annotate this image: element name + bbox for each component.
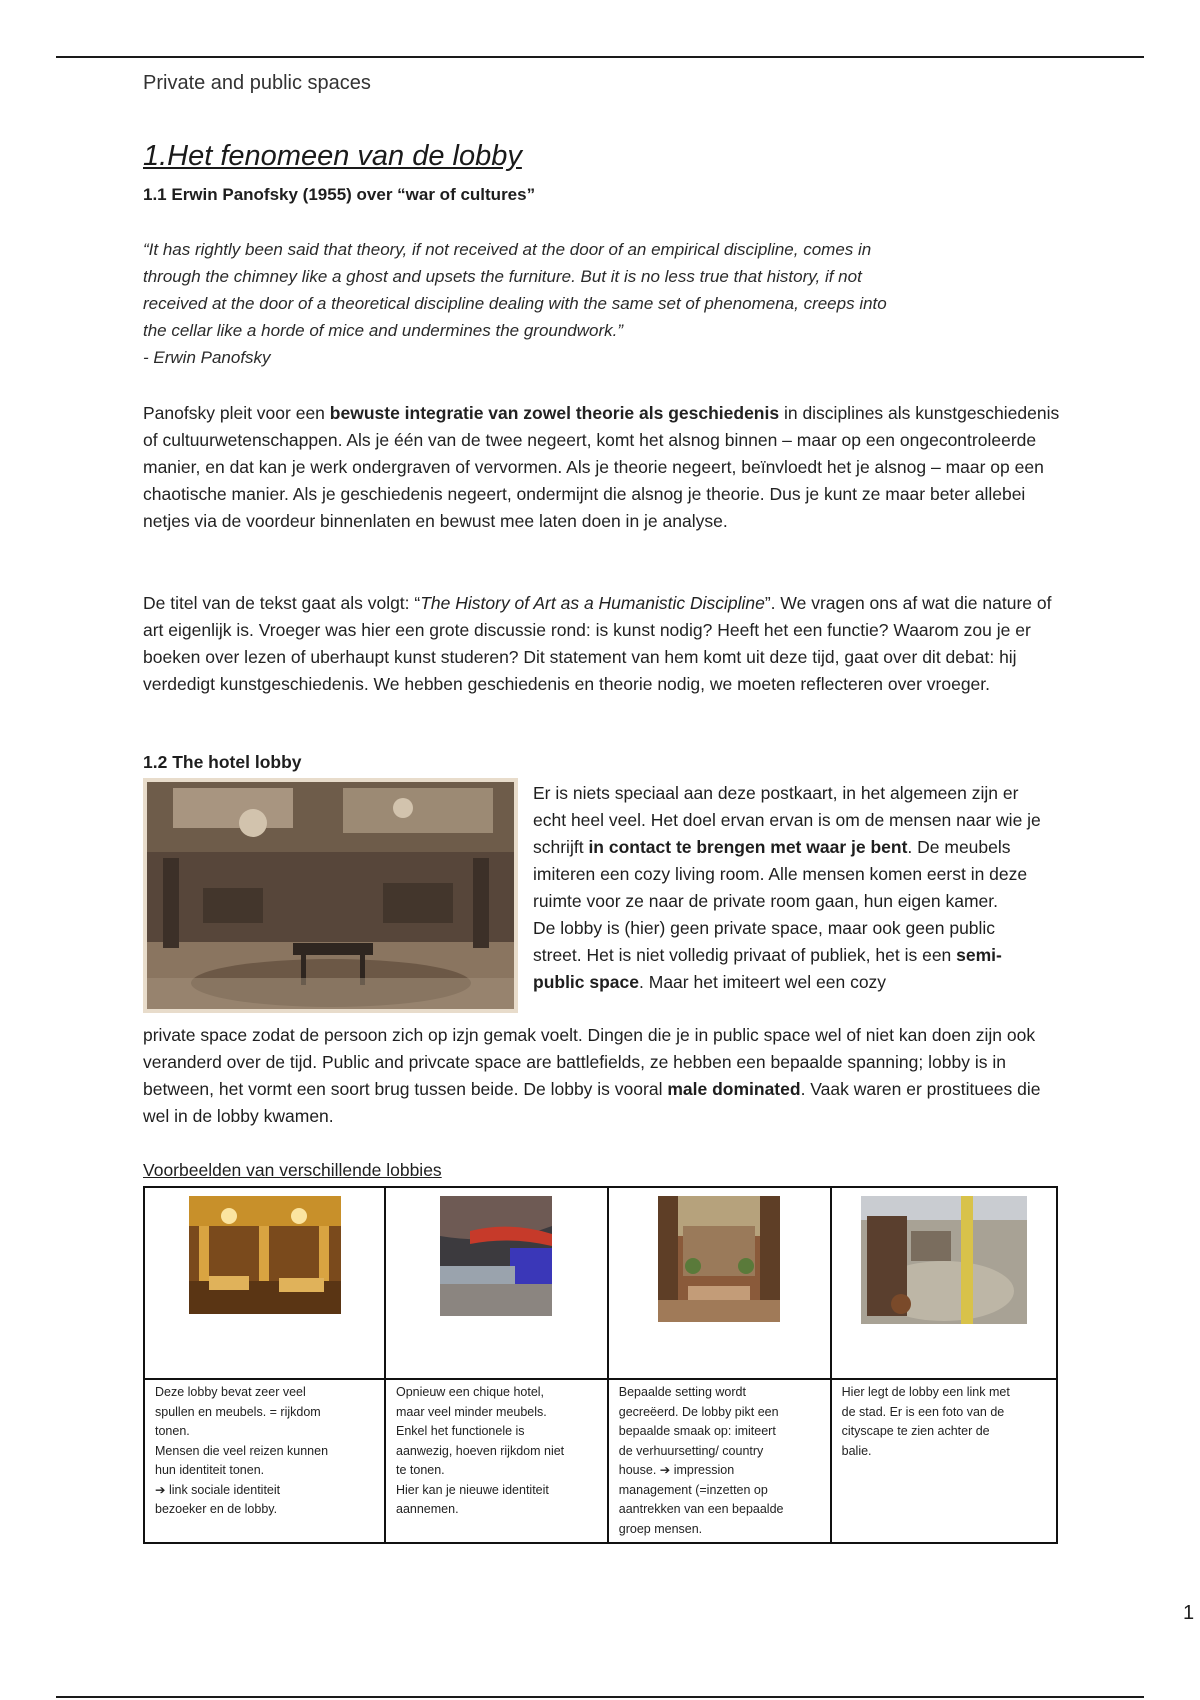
caption-cell	[385, 1379, 608, 1543]
quote-line: the cellar like a horde of mice and undermines the groundwork.”	[143, 321, 624, 340]
caption-line: Hier legt de lobby een link met	[841, 1385, 1010, 1399]
table-cell	[144, 1187, 385, 1379]
caption-line: balie.	[841, 1443, 872, 1458]
page-header: Private and public spaces	[143, 72, 371, 94]
page-number: 1	[1183, 1602, 1195, 1624]
table-cell	[385, 1187, 608, 1379]
caption-line: Hier kan je nieuwe identiteit	[396, 1482, 549, 1497]
caption-line: cityscape te zien achter de	[841, 1424, 990, 1438]
caption-line: management (=inzetten op	[618, 1482, 768, 1497]
quote-line: through the chimney like a ghost and upsets the furniture. But it is no less true that history, if not	[143, 267, 862, 286]
hotel-lobby-postcard-image	[143, 778, 518, 1013]
panofsky-quote	[143, 236, 1063, 371]
caption-line: te tonen.	[396, 1463, 445, 1477]
quote-line: received at the door of a theoretical discipline dealing with the same set of phenomena, creeps into	[143, 294, 887, 313]
caption-line: Mensen die veel reizen kunnen	[155, 1443, 329, 1458]
caption-line: Opnieuw een chique hotel,	[396, 1385, 545, 1399]
image-row	[144, 1187, 1057, 1379]
caption-line: ➔ link sociale identiteit	[155, 1482, 281, 1497]
lobby-photo-ornate	[189, 1196, 341, 1314]
top-rule	[56, 56, 1144, 58]
caption-line: tonen.	[155, 1424, 190, 1438]
table-cell	[831, 1187, 1057, 1379]
quote-attribution: - Erwin Panofsky	[143, 348, 271, 367]
caption-line: aantrekken van een bepaalde	[618, 1502, 784, 1516]
caption-line: spullen en meubels. = rijkdom	[155, 1404, 321, 1419]
emphasis: semi-public space	[533, 945, 1002, 992]
caption-line: gecreëerd. De lobby pikt een	[618, 1404, 779, 1419]
caption-line: Bepaalde setting wordt	[618, 1385, 746, 1399]
caption-line: Deze lobby bevat zeer veel	[155, 1385, 306, 1399]
examples-title: Voorbeelden van verschillende lobbies	[143, 1160, 442, 1180]
caption-line: bepaalde smaak op: imiteert	[618, 1424, 776, 1438]
paragraph-panofsky: Panofsky pleit voor een bewuste integratie van zowel theorie als geschiedenis in disciplines als kunstgeschiedenis of cultuurwetenschappen. Als je één van de twee negeert, komt het alsnog binnen – maar op een ongecontroleerde manier, en dat kan je werk ondergraven of vervormen. Als je theorie negeert, beïnvloedt het je alsnog – maar op een chaotische manier. Als je geschiedenis negeert, ondermijnt die alsnog je theorie. Dus je kunt ze maar beter allebei netjes via de voordeur binnenlaten en bewust mee laten doen in je analyse.	[143, 403, 1060, 531]
caption-line: maar veel minder meubels.	[396, 1404, 547, 1419]
postcard-description: Er is niets speciaal aan deze postkaart, in het algemeen zijn er echt heel veel. Het doel ervan ervan is om de mensen naar wie je schrijft in contact te brengen met waar je bent. De meubels imiteren een cozy living room. Alle mensen komen eerst in deze ruimte voor ze naar de private room gaan, hun eigen kamer. De lobby is (hier) geen private space, maar ook geen public street. Het is niet volledig privaat of publiek, het is een semi-public space. Maar het imiteert wel een cozy	[533, 783, 1041, 992]
emphasis: bewuste integratie van zowel theorie als geschiedenis	[329, 403, 780, 423]
caption-line: Enkel het functionele is	[396, 1424, 525, 1438]
caption-cell	[831, 1379, 1057, 1543]
caption-line: hun identiteit tonen.	[155, 1463, 265, 1477]
bottom-rule	[56, 1696, 1144, 1698]
book-title: The History of Art as a Humanistic Discipline	[420, 593, 765, 613]
caption-cell	[144, 1379, 385, 1543]
caption-line: house. ➔ impression	[618, 1463, 735, 1477]
subsection-title-panofsky: 1.1 Erwin Panofsky (1955) over “war of cultures”	[143, 185, 536, 204]
section-title: 1.Het fenomeen van de lobby	[143, 140, 522, 172]
quote-line: “It has rightly been said that theory, if not received at the door of an empirical discipline, comes in	[143, 240, 872, 259]
caption-row	[144, 1379, 1057, 1543]
lobby-description-continued: private space zodat de persoon zich op izjn gemak voelt. Dingen die je in public space wel of niet kan doen zijn ook veranderd over de tijd. Public and privcate space are battlefields, ze hebben een bepaalde spanning; lobby is in between, het vormt een soort brug tussen beide. De lobby is vooral male dominated. Vaak waren er prostituees die wel in de lobby kwamen.	[143, 1025, 1041, 1126]
lobby-photo-atrium	[658, 1196, 780, 1322]
caption-line: aannemen.	[396, 1502, 459, 1516]
paragraph-title-text: De titel van de tekst gaat als volgt: “The History of Art as a Humanistic Discipline”. We vragen ons af wat die nature of art eigenlijk is. Vroeger was hier een grote discussie rond: is kunst nodig? Heeft het een functie? Waarom zou je er boeken over lezen of uberhaupt kunst studeren? Dit statement van hem komt uit deze tijd, gaat over dit debat: hij verdedigt kunstgeschiedenis. We hebben geschiedenis en theorie nodig, we moeten reflecteren over vroeger.	[143, 593, 1052, 694]
subsection-title-hotel-lobby: 1.2 The hotel lobby	[143, 752, 302, 772]
caption-line: aanwezig, hoeven rijkdom niet	[396, 1443, 565, 1458]
lobby-photo-cityscape	[861, 1196, 1027, 1324]
caption-line: bezoeker en de lobby.	[155, 1502, 278, 1516]
caption-line: de stad. Er is een foto van de	[841, 1404, 1005, 1419]
caption-line: groep mensen.	[618, 1521, 703, 1536]
lobby-examples-table	[143, 1186, 1058, 1544]
emphasis: male dominated	[667, 1079, 801, 1099]
lobby-photo-modern	[440, 1196, 552, 1316]
emphasis: in contact te brengen met waar je bent	[588, 837, 908, 857]
caption-cell	[608, 1379, 831, 1543]
table-cell	[608, 1187, 831, 1379]
caption-line: de verhuursetting/ country	[618, 1443, 764, 1458]
